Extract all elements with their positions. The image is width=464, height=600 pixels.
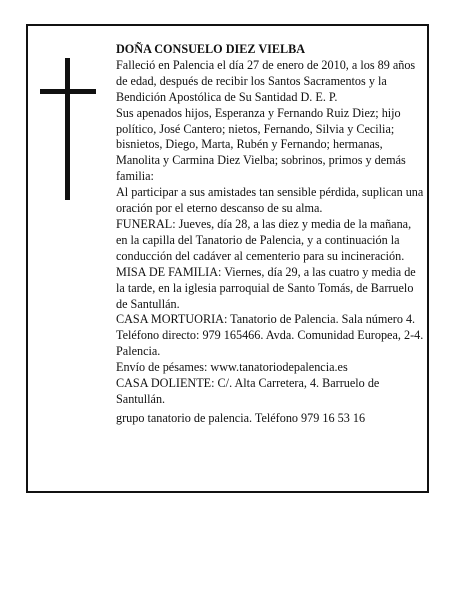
condolences-website: Envío de pésames: www.tanatoriodepalencia.es [116, 360, 348, 375]
cross-horizontal-bar [40, 89, 96, 94]
prayer-request: Al participar a sus amistades tan sensible pérdida, suplican una oración por el eterno descanso de su alma. [116, 185, 424, 216]
funeral-details: FUNERAL: Jueves, día 28, a las diez y media de la mañana, en la capilla del Tanatorio de Palencia, y a continuación la conducción del cadáver al cementerio para su incineración. [116, 216, 412, 263]
deceased-name: DOÑA CONSUELO DIEZ VIELBA [116, 42, 306, 56]
cross-icon [40, 58, 96, 200]
family-list: Sus apenados hijos, Esperanza y Fernando Ruiz Diez; hijo político, José Cantero; nietos, Fernando, Silvia y Cecilia; bisnietos, Diego, Marta, Rubén y Fernando; hermanas, Manolita y Carmina Diez Vielba; sobrinos, primos y demás familia: [116, 105, 406, 184]
cross-vertical-bar [65, 58, 70, 200]
obituary-notice [26, 24, 429, 493]
family-mass-details: MISA DE FAMILIA: Viernes, día 29, a las cuatro y media de la tarde, en la iglesia parroquial de Santo Tomás, de Barruelo de Santullán. [116, 264, 416, 311]
notice-text [116, 42, 424, 427]
death-announcement: Falleció en Palencia el día 27 de enero de 2010, a los 89 años de edad, después de recibir los Santos Sacramentos y la Bendición Apostólica de Su Santidad D. E. P. [116, 57, 416, 104]
family-home-address: CASA DOLIENTE: C/. Alta Carretera, 4. Barruelo de Santullán. [116, 376, 380, 406]
funeral-home-details: CASA MORTUORIA: Tanatorio de Palencia. Sala número 4. Teléfono directo: 979 165466. Avda. Comunidad Europea, 2-4. Palencia. [116, 312, 424, 359]
funeral-group-footer: grupo tanatorio de palencia. Teléfono 979 16 53 16 [116, 410, 366, 425]
